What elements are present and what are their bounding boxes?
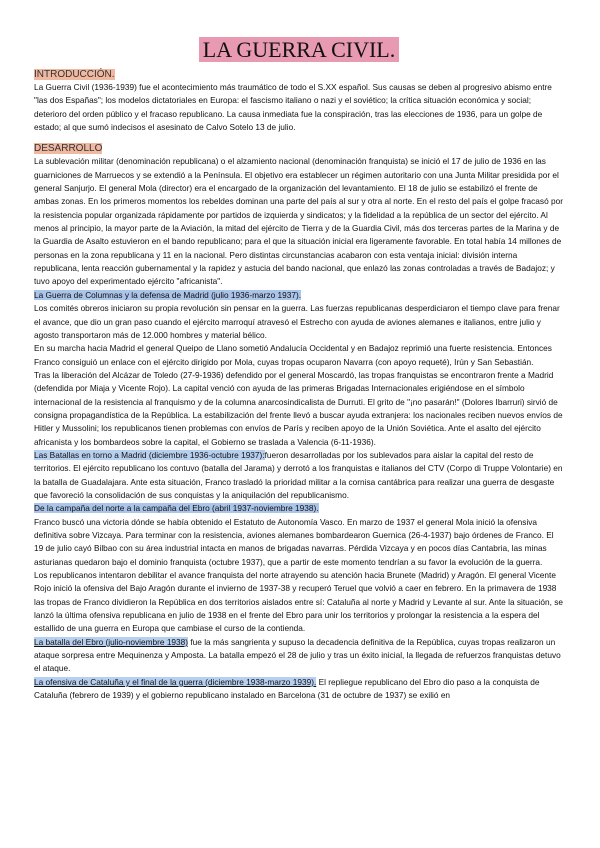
intro-heading-text: INTRODUCCIÓN.	[34, 69, 115, 80]
document-title	[34, 38, 564, 62]
document-title-text: LA GUERRA CIVIL.	[199, 37, 400, 62]
campana-norte-paragraph-1: Franco buscó una victoria dónde se había obtenido el Estatuto de Autonomía Vasco. En marzo de 1937 el general Mola inició la ofensiva definitiva sobre Vizcaya. Para terminar con la resistencia, aviones alemanes bombardearon Guernica (26-4-1937) bajo órdenes de Franco. El 19 de julio cayó Bilbao con su área industrial intacta en manos de brigadas navarras. Pérdida Vizcaya y en pocos días Cantabria, las minas asturianas quedaron bajo el dominio franquista (octubre 1937), que a partir de este momento tendrían a su favor la evolución de la guerra.	[34, 516, 554, 567]
section-heading-columnas-text: La Guerra de Columnas y la defensa de Madrid (julio 1936-marzo 1937).	[34, 289, 302, 300]
batalla-ebro-paragraph: fue la más sangrienta y supuso la decadencia definitiva de la República, cuyas tropas realizaron un ataque sorpresa entre Mequinenza y Amposta. La batalla empezó el 28 de julio y tras un éxito inicial, la llegada de refuerzos franquistas detuvo el ataque.	[34, 636, 561, 674]
section-heading-batalla-ebro: La batalla del Ebro (julio-noviembre 1938)	[34, 636, 189, 647]
intro-paragraph: La Guerra Civil (1936-1939) fue el acontecimiento más traumático de todo el S.XX español. Sus causas se deben al progresivo abismo entre "las dos Españas"; los modelos dictatoriales en Europa: el fascismo italiano o nazi y el soviético; la crítica situación económica y social; deterioro del orden público y el fracaso republicano. La causa inmediata fue la conspiración, tras las elecciones de 1936, para un golpe de estado; al que sumó indecisos el asesinato de Calvo Sotelo 13 de julio.	[34, 82, 552, 133]
columnas-paragraph-3: Tras la liberación del Alcázar de Toledo (27-9-1936) defendido por el general Moscardó, las tropas franquistas se encontraron frente a Madrid (defendida por Miaja y Vicente Rojo). La capital venció con ayuda de las primeras Brigadas Internacionales erigiéndose en el símbolo internacional de la resistencia al franquismo y de la columna anarcosindicalista de Durruti. El grito de "¡no pasarán!" (Dolores Ibarruri) sirvió de consigna propagandística de la República. La estabilización del frente llevó a buscar ayuda extranjera: los nacionales reciben nuevos envíos de Hitler y Mussolini; los republicanos tienen problemas con envíos de París y reciben apoyo de la Unión Soviética. Ante el asalto del ejército africanista y los bombardeos sobre la capital, el Gobierno se traslada a Valencia (6-11-1936).	[34, 369, 563, 447]
section-heading-ofensiva-cataluna: La ofensiva de Cataluña y el final de la guerra (diciembre 1938-marzo 1939).	[34, 676, 317, 687]
batalla-ebro-block	[34, 636, 564, 676]
section-heading-columnas	[34, 289, 564, 302]
section-heading-campana-norte-text: De la campaña del norte a la campaña del Ebro (abril 1937-noviembre 1938).	[34, 503, 319, 514]
columnas-paragraph-2: En su marcha hacia Madrid el general Queipo de Llano sometió Andalucía Occidental y en Badajoz reprimió una fuerte resistencia. Entonces Franco consiguió un enlace con el ejército dirigido por Mola, cuyas tropas ocuparon Navarra (con apoyo requeté), Irún y San Sebastián.	[34, 343, 552, 367]
desarrollo-heading-text: DESARROLLO	[34, 143, 103, 155]
intro-heading	[34, 68, 564, 81]
ofensiva-cataluna-block	[34, 676, 564, 703]
section-heading-batallas-madrid: Las Batallas en torno a Madrid (diciembre 1936-octubre 1937):	[34, 449, 265, 460]
columnas-paragraph-1: Los comités obreros iniciaron su propia revolución sin pensar en la guerra. Las fuerzas republicanas desperdiciaron el tiempo clave para frenar el avance, que dio un gran paso cuando el ejército marroquí atravesó el Estrecho con ayuda de aviones alemanes e italianos, entre julio y agosto transportaron más de 12.000 hombres y material bélico.	[34, 303, 560, 340]
section-heading-campana-norte	[34, 502, 564, 515]
ofensiva-cataluna-paragraph: El repliegue republicano del Ebro dio paso a la conquista de Cataluña (febrero de 1939) y el gobierno republicano instalado en Barcelona (31 de octubre de 1937) se exilió en	[34, 676, 540, 701]
desarrollo-paragraph-1: La sublevación militar (denominación republicana) o el alzamiento nacional (denominación franquista) se inició el 17 de julio de 1936 en las guarniciones de Marruecos y se extendió a la Península. El objetivo era establecer un régimen autoritario con una Junta Militar presidida por el general Sanjurjo. El general Mola (director) era el encargado de la organización del levantamiento. El 18 de julio se estabilizó el frente de ambas zonas. En los primeros momentos los rebeldes dominan una parte del país al sur y otra al norte. En el resto del país el golpe fracasó por la resistencia popular organizada rápidamente por partidos de izquierda y sindicatos; y la fidelidad a la república de un sector del ejército. Al menos al principio, la mayor parte de la Aviación, la mitad del ejército de Tierra y de la Guardia Civil, más dos terceras partes de la Marina y de la Guardia de Asalto estuvieron en el bando republicano; para el que la situación inicial era ligeramente favorable. En total había 14 millones de personas en la zona republicana y 11 en la nacional. Pero distintas circunstancias acabaron con esta ventaja inicial: división interna republicana, lenta reacción gubernamental y la rapidez y astucia del bando nacional, que enlazó las zonas controladas a través de Badajoz; y tuvo apoyo del experimentado ejército "africanista".	[34, 156, 563, 287]
campana-norte-paragraph-2: Los republicanos intentaron debilitar el avance franquista del norte atrayendo su atención hacia Brunete (Madrid) y Aragón. El general Vicente Rojo inició la ofensiva del Bajo Aragón durante el invierno de 1937-38 y recuperó Teruel que volvió a caer en febrero. En la primavera de 1938 las tropas de Franco dividieron la República en dos territorios aislados entre sí: Cataluña al norte y Madrid y Levante al sur. Ante la situación, se lanzó la última ofensiva republicana en julio de 1938 en el frente del Ebro para unir los territorios y prolongar la resistencia a la espera del estallido de una guerra en Europa que cambiase el curso de la contienda.	[34, 570, 563, 634]
batallas-madrid-paragraph: fueron desarrolladas por los sublevados para aislar la capital del resto de territorios. El ejército republicano los contuvo (batalla del Jarama) y derrotó a los franquistas e italianos del CTV (Corpo di Truppe Volontarie) en la batalla de Guadalajara. Ante esta situación, Franco trasladó la prioridad militar a la cornisa cantábrica para realizar una guerra de desgaste que favoreció la consolidación de sus conquistas y la aniquilación del republicanismo.	[34, 449, 563, 500]
desarrollo-heading	[34, 142, 564, 155]
batallas-madrid-block	[34, 449, 564, 502]
